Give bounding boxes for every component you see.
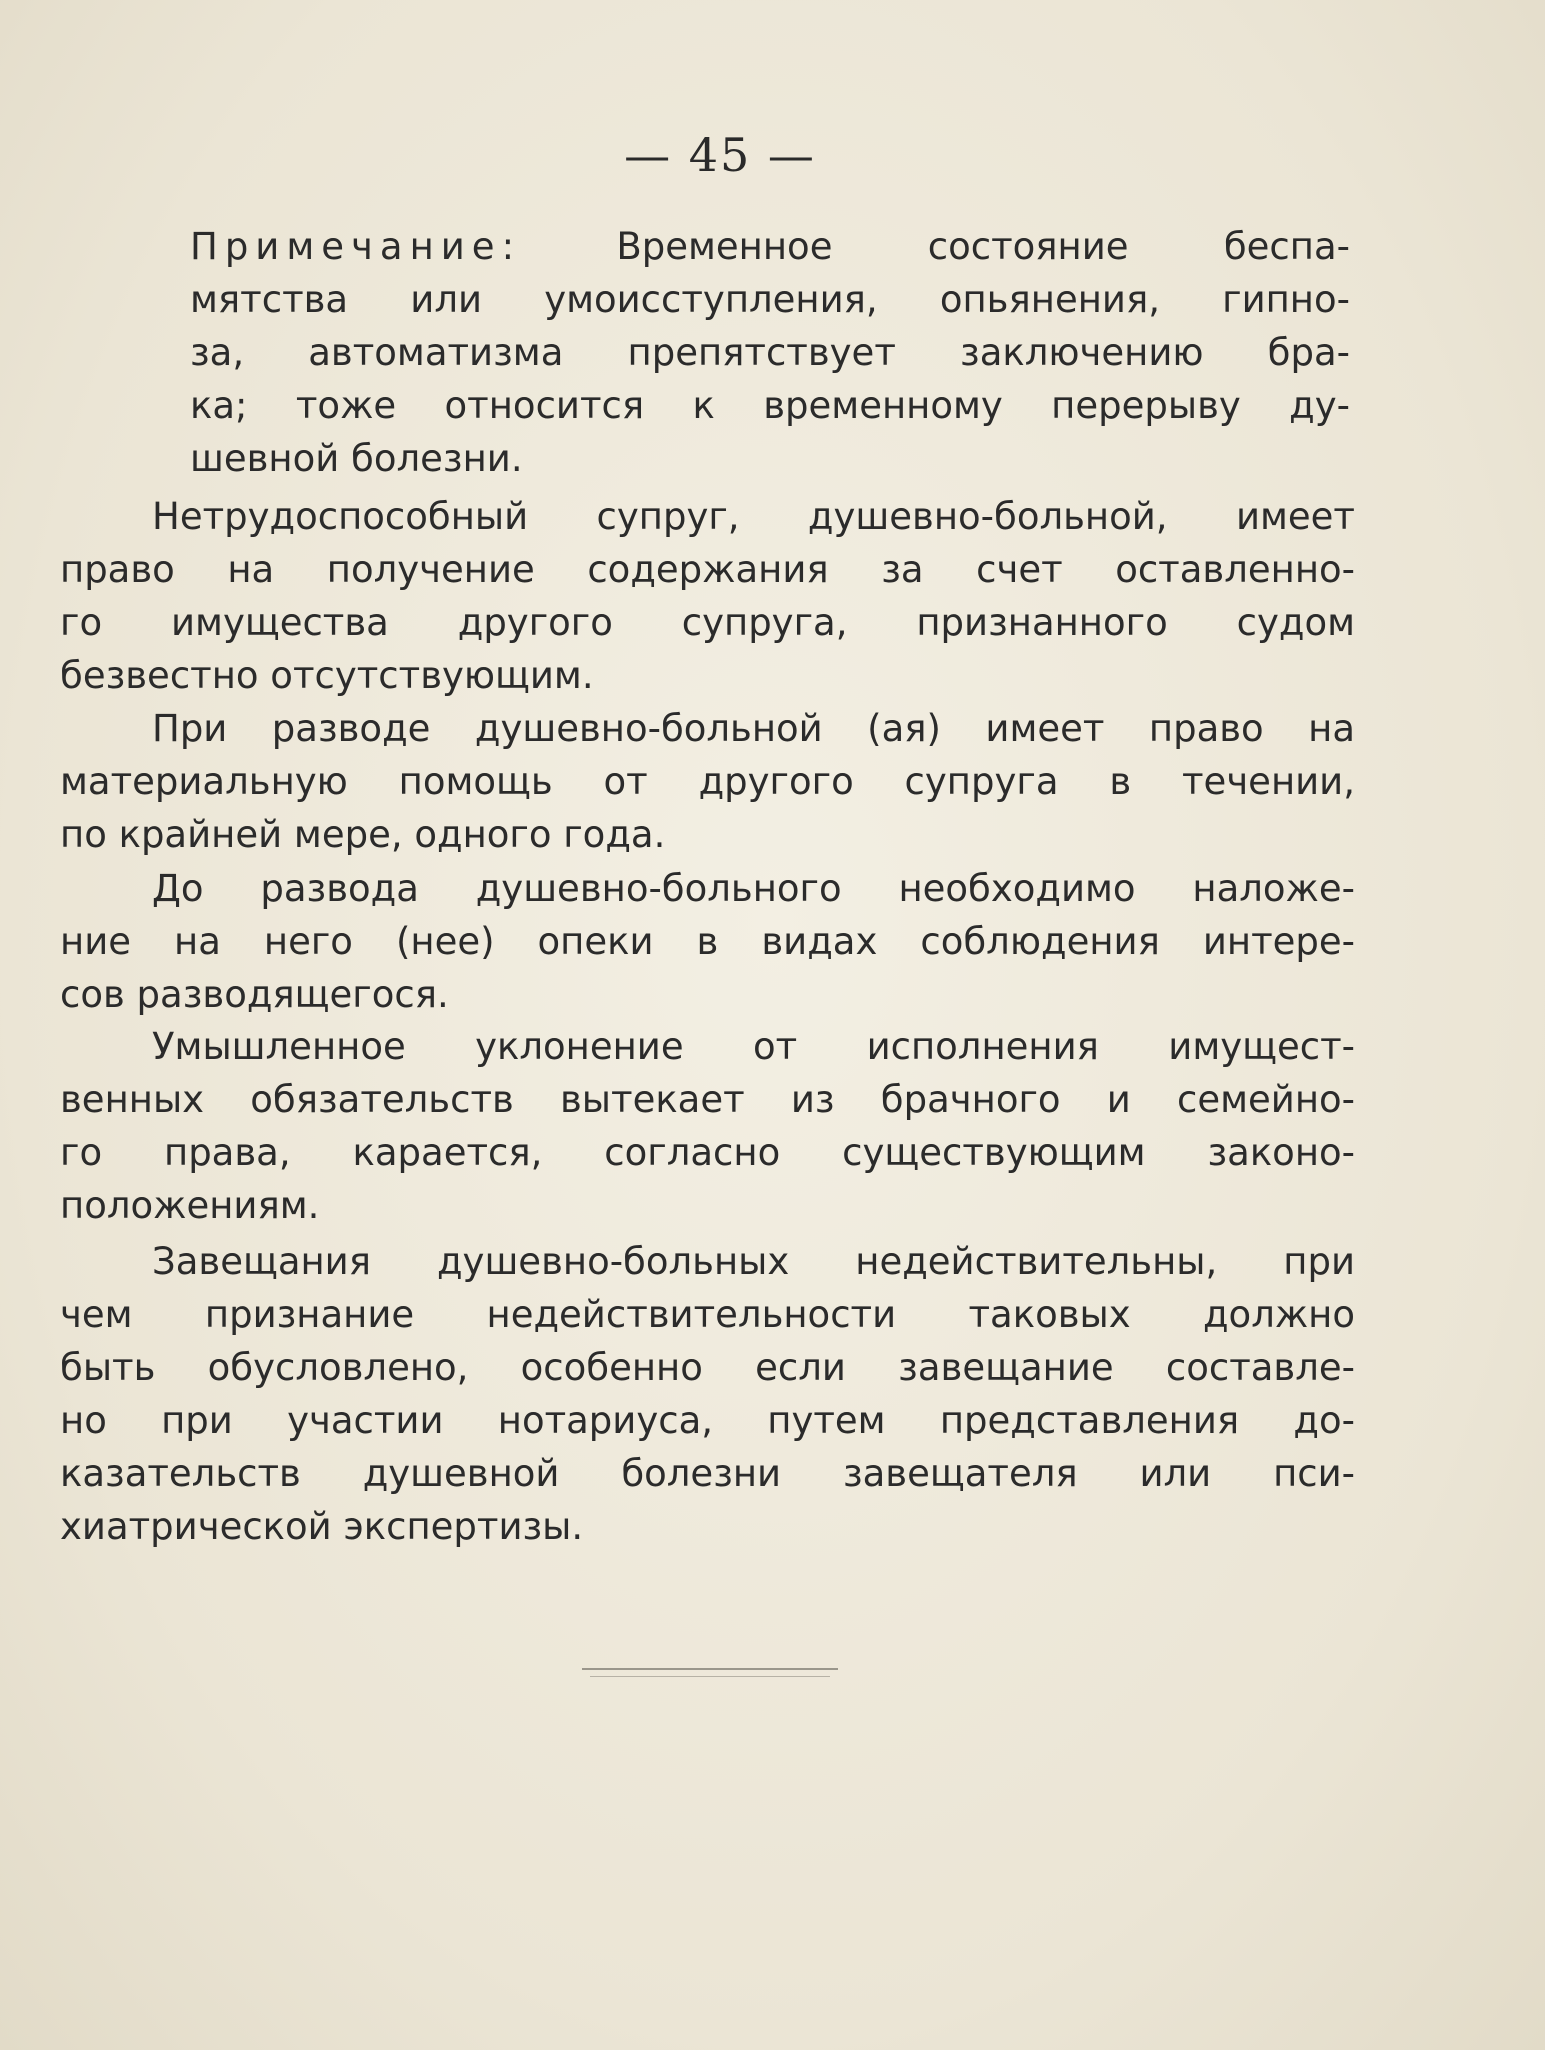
end-divider [582,1668,838,1670]
paragraph-line: Завещания душевно-больных недействительны, при [152,1240,1355,1283]
paragraph-line: чем признание недействительности таковых должно [60,1293,1355,1336]
paragraph-line: Нетрудоспособный супруг, душевно-больной, имеет [152,495,1355,538]
note-line: ка; тоже относится к временному перерыву ду- [190,384,1350,427]
paragraph-line: венных обязательств вытекает из брачного и семейно- [60,1078,1355,1121]
paragraph-line: го имущества другого супруга, признанного судом [60,601,1355,644]
paragraph-line: ние на него (нее) опеки в видах соблюдения интере- [60,920,1355,963]
paragraph-line: безвестно отсутствующим. [60,654,594,697]
paragraph-line: Умышленное уклонение от исполнения имущест- [152,1025,1355,1068]
paragraph-line: но при участии нотариуса, путем представления до- [60,1399,1355,1442]
page-number: — 45 — [624,128,816,182]
note-label: Примечание: [190,225,522,268]
paragraph-line: право на получение содержания за счет оставленно- [60,548,1355,591]
paragraph-line: го права, карается, согласно существующим законо- [60,1131,1355,1174]
paragraph-line: При разводе душевно-больной (ая) имеет право на [152,707,1355,750]
note-line: за, автоматизма препятствует заключению бра- [190,331,1350,374]
paragraph-guardianship [60,862,1355,1021]
paragraph-line: хиатрической экспертизы. [60,1505,584,1548]
note-line-text: Временное состояние беспа- [521,225,1350,268]
note-block [190,220,1350,485]
paragraph-evasion [60,1020,1355,1232]
paragraph-line: материальную помощь от другого супруга в течении, [60,760,1355,803]
note-line: мятства или умоисступления, опьянения, гипно- [190,278,1350,321]
paragraph-incapable-spouse [60,490,1355,702]
paragraph-wills [60,1235,1355,1553]
paragraph-line: быть обусловлено, особенно если завещание составле- [60,1346,1355,1389]
paragraph-divorce-support [60,702,1355,861]
note-line: шевной болезни. [190,437,523,480]
note-line [190,220,1350,273]
end-divider-underline [590,1676,830,1677]
paragraph-line: сов разводящегося. [60,973,449,1016]
paragraph-line: положениям. [60,1184,320,1227]
paragraph-line: казательств душевной болезни завещателя или пси- [60,1452,1355,1495]
paragraph-line: по крайней мере, одного года. [60,813,666,856]
paragraph-line: До развода душевно-больного необходимо наложе- [152,867,1355,910]
